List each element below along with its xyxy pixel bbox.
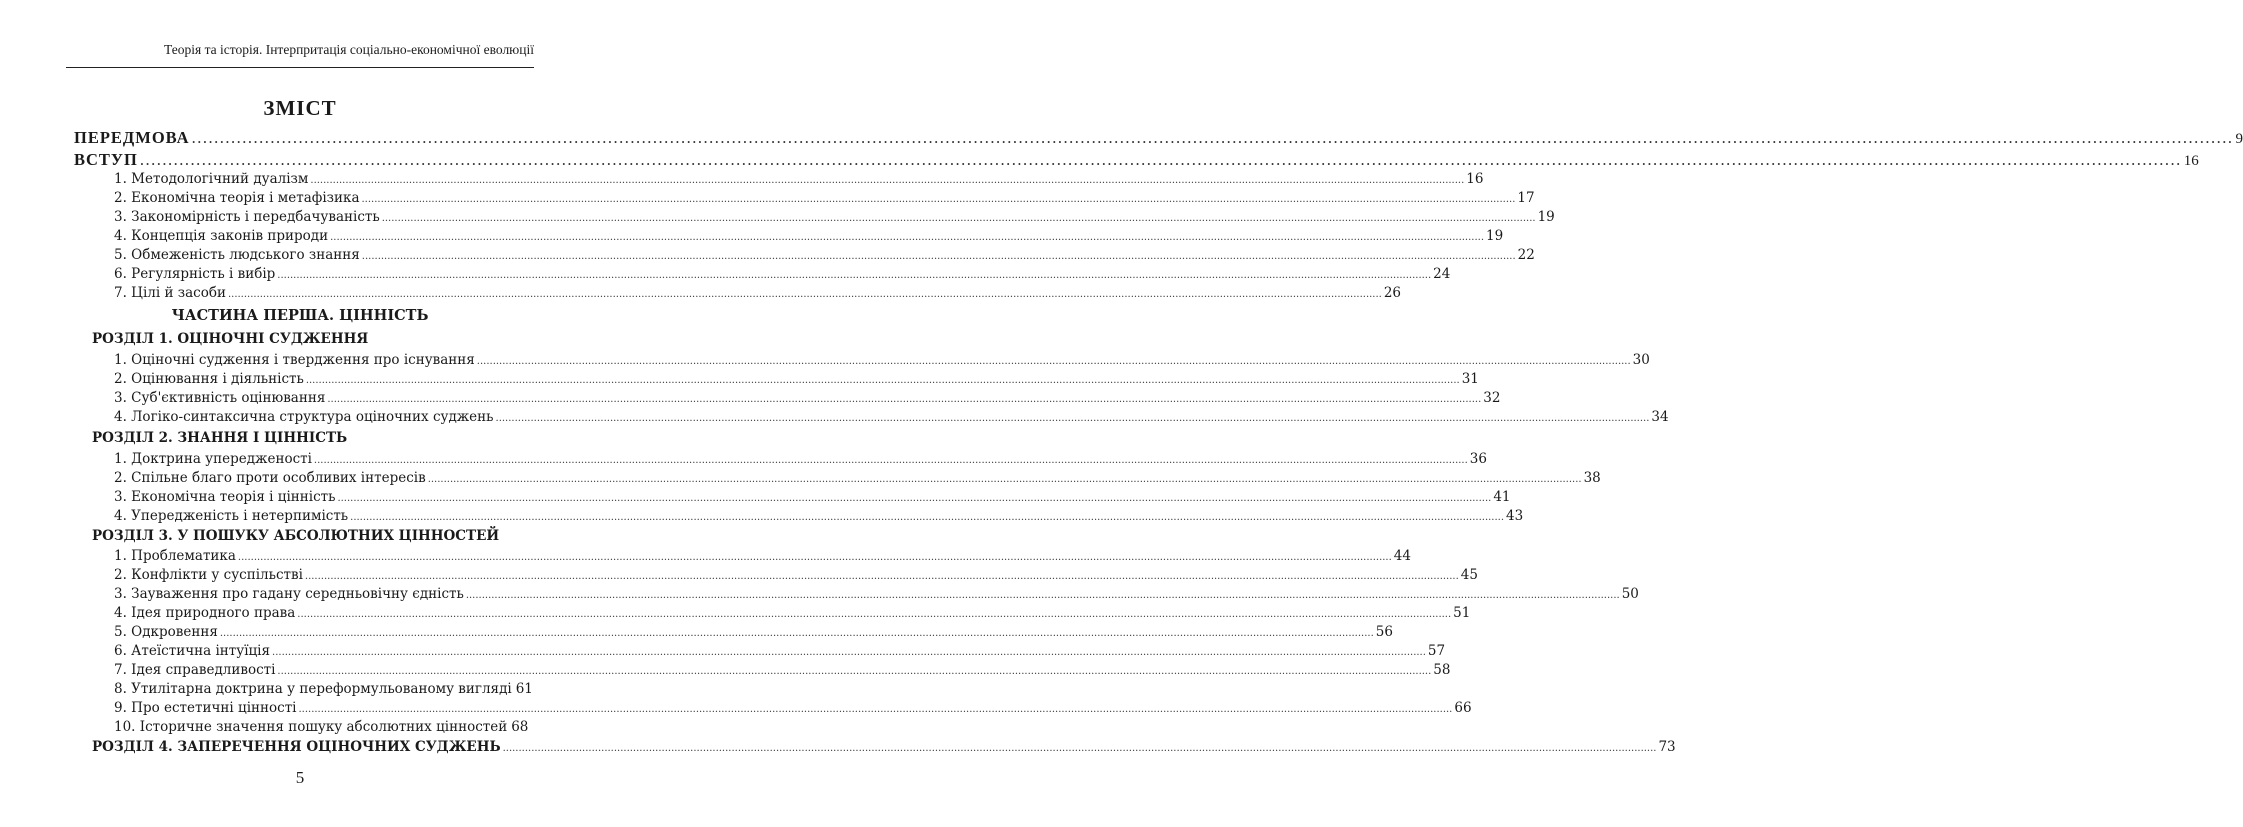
toc-subentry[interactable] xyxy=(114,489,1511,505)
leader-dots xyxy=(272,647,1426,658)
toc-entry-label: 1. Проблематика xyxy=(114,548,236,564)
leader-dots xyxy=(337,493,1491,504)
toc-entry-page: 22 xyxy=(1517,247,1535,263)
leader-dots xyxy=(220,628,1374,639)
toc-entry-page: 16 xyxy=(1466,171,1484,187)
leader-dots xyxy=(297,609,1451,620)
leader-dots xyxy=(314,455,1468,466)
toc-entry-label: 3. Зауваження про гадану середньовічну єдність xyxy=(114,586,464,602)
toc-entry-page: 43 xyxy=(1506,508,1524,524)
toc-entry-label: 4. Ідея природного права xyxy=(114,605,296,621)
toc-entry-label: 1. Методологічний дуалізм xyxy=(114,171,309,187)
toc-entry-label: 5. Одкровення xyxy=(114,624,218,640)
toc-entry-label: 3. Закономірність і передбачуваність xyxy=(114,209,380,225)
toc-entry-page: 34 xyxy=(1651,409,1669,425)
header-rule xyxy=(66,67,534,68)
running-header: Теорія та історія. Інтерпритація соціально-економічної еволюції xyxy=(164,42,534,57)
toc-entry-page: 38 xyxy=(1583,470,1601,486)
toc-entry-page: 36 xyxy=(1469,451,1487,467)
toc-entry-label: 10. Історичне значення пошуку абсолютних цінностей xyxy=(114,719,508,735)
toc-entry-page: 24 xyxy=(1433,266,1451,282)
toc-entry-label: 2. Конфлікти у суспільстві xyxy=(114,567,303,583)
leader-dots xyxy=(382,213,1536,224)
toc-entry-label: 3. Економічна теорія і цінність xyxy=(114,489,336,505)
leader-dots xyxy=(330,232,1484,243)
leader-dots xyxy=(350,512,1504,523)
toc-entry-label: 8. Утилітарна доктрина у переформульованому вигляді xyxy=(114,681,512,697)
toc-subentry[interactable] xyxy=(114,390,1501,406)
toc-entry-page: 31 xyxy=(1461,371,1479,387)
page-number: 5 xyxy=(295,768,305,787)
toc-subentry[interactable] xyxy=(114,371,1479,387)
toc-subentry[interactable] xyxy=(114,190,1535,206)
toc-entry-page: 32 xyxy=(1483,390,1501,406)
leader-dots xyxy=(362,251,1516,262)
toc-entry-page: 19 xyxy=(1486,228,1504,244)
leader-dots xyxy=(310,175,1464,186)
toc-subentry[interactable] xyxy=(114,171,1484,187)
toc-entry-page: 19 xyxy=(1537,209,1555,225)
chapter-heading[interactable]: РОЗДІЛ 2. ЗНАННЯ І ЦІННІСТЬ xyxy=(92,430,348,446)
toc-entry-label: 5. Обмеженість людського знання xyxy=(114,247,360,263)
leader-dots xyxy=(327,394,1481,405)
toc-entry-page: 50 xyxy=(1621,586,1639,602)
toc-entry-introduction[interactable] xyxy=(74,150,2199,170)
toc-subentry[interactable] xyxy=(114,352,1650,368)
toc-entry-page: 68 xyxy=(511,719,529,735)
toc-entry-page: 56 xyxy=(1375,624,1393,640)
leader-dots xyxy=(305,571,1459,582)
leader-dots xyxy=(306,375,1460,386)
toc-entry-page: 44 xyxy=(1393,548,1411,564)
leader-dots xyxy=(277,666,1431,677)
toc-entry-page: 17 xyxy=(1517,190,1535,206)
toc-entry-page: 41 xyxy=(1493,489,1511,505)
leader-dots xyxy=(503,743,1657,754)
toc-entry-label: 7. Цілі й засоби xyxy=(114,285,226,301)
toc-subentry[interactable] xyxy=(114,285,1402,301)
toc-entry-page: 45 xyxy=(1460,567,1478,583)
toc-subentry[interactable] xyxy=(114,586,1639,602)
toc-subentry[interactable] xyxy=(114,548,1411,564)
leader-dots xyxy=(140,150,2182,170)
toc-subentry[interactable] xyxy=(114,228,1504,244)
leader-dots xyxy=(277,270,1431,281)
toc-entry-label: 7. Ідея справедливості xyxy=(114,662,276,678)
toc-entry-label: 2. Спільне благо проти особливих інтересів xyxy=(114,470,426,486)
toc-entry-label: 3. Суб'єктивність оцінювання xyxy=(114,390,326,406)
toc-subentry[interactable] xyxy=(114,266,1451,282)
toc-entry-page: 51 xyxy=(1453,605,1471,621)
page-title: ЗМІСТ xyxy=(263,96,337,120)
toc-subentry[interactable] xyxy=(114,409,1669,425)
toc-subentry[interactable] xyxy=(114,247,1535,263)
toc-entry-label: 4. Логіко-синтаксична структура оціночних суджень xyxy=(114,409,494,425)
toc-subentry[interactable] xyxy=(114,662,1451,678)
toc-entry-page: 58 xyxy=(1433,662,1451,678)
toc-entry-preface[interactable] xyxy=(74,128,2243,148)
toc-entry-label: 2. Оцінювання і діяльність xyxy=(114,371,304,387)
toc-entry-label: РОЗДІЛ 4. ЗАПЕРЕЧЕННЯ ОЦІНОЧНИХ СУДЖЕНЬ xyxy=(92,739,501,755)
chapter-heading[interactable]: РОЗДІЛ 3. У ПОШУКУ АБСОЛЮТНИХ ЦІННОСТЕЙ xyxy=(92,528,500,544)
toc-entry-label: 9. Про естетичні цінності xyxy=(114,700,297,716)
leader-dots xyxy=(362,194,1516,205)
toc-entry-label: ПЕРЕДМОВА xyxy=(74,128,190,147)
toc-subentry[interactable] xyxy=(114,451,1487,467)
toc-subentry[interactable] xyxy=(114,605,1471,621)
toc-subentry[interactable] xyxy=(114,624,1393,640)
leader-dots xyxy=(238,552,1392,563)
leader-dots xyxy=(466,590,1620,601)
toc-entry-label: 6. Регулярність і вибір xyxy=(114,266,276,282)
toc-subentry[interactable] xyxy=(114,470,1601,486)
leader-dots xyxy=(428,474,1582,485)
leader-dots xyxy=(496,413,1650,424)
toc-entry-page: 61 xyxy=(515,681,533,697)
toc-entry-page: 9 xyxy=(2235,131,2243,147)
toc-subentry[interactable] xyxy=(114,567,1478,583)
toc-entry-label: 1. Оціночні судження і твердження про існування xyxy=(114,352,475,368)
toc-entry-page: 26 xyxy=(1383,285,1402,301)
toc-entry-label: 2. Економічна теорія і метафізика xyxy=(114,190,360,206)
toc-subentry[interactable] xyxy=(114,681,533,697)
toc-subentry[interactable] xyxy=(114,508,1524,524)
toc-entry-label: ВСТУП xyxy=(74,150,138,169)
toc-subentry[interactable] xyxy=(114,643,1446,659)
toc-entry-page: 57 xyxy=(1427,643,1446,659)
part-title: ЧАСТИНА ПЕРША. ЦІННІСТЬ xyxy=(171,307,429,324)
leader-dots xyxy=(298,704,1452,715)
toc-subentry[interactable] xyxy=(114,719,527,735)
leader-dots xyxy=(477,356,1631,367)
toc-entry-chapter-4[interactable] xyxy=(92,739,1676,755)
toc-entry-page: 73 xyxy=(1658,739,1676,755)
chapter-heading[interactable]: РОЗДІЛ 1. ОЦІНОЧНІ СУДЖЕННЯ xyxy=(92,331,369,347)
toc-entry-page: 30 xyxy=(1632,352,1650,368)
leader-dots xyxy=(228,289,1382,300)
toc-entry-page: 16 xyxy=(2183,153,2199,169)
toc-entry-label: 1. Доктрина упередженості xyxy=(114,451,312,467)
toc-entry-label: 6. Атеїстична інтуїція xyxy=(114,643,271,659)
leader-dots xyxy=(192,128,2234,148)
toc-subentry[interactable] xyxy=(114,209,1555,225)
toc-subentry[interactable] xyxy=(114,700,1472,716)
toc-entry-label: 4. Концепція законів природи xyxy=(114,228,329,244)
toc-entry-label: 4. Упередженість і нетерпимість xyxy=(114,508,349,524)
toc-entry-page: 66 xyxy=(1454,700,1472,716)
